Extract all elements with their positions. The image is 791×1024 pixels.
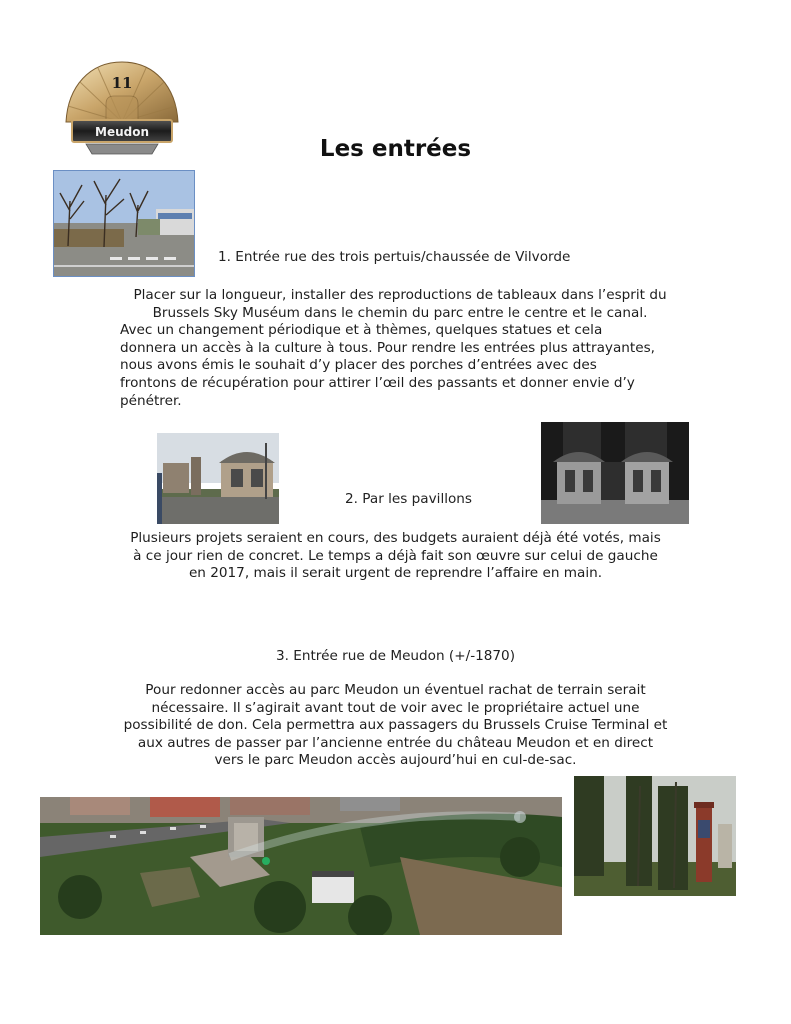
text-line: Plusieurs projets seraient en cours, des budgets auraient déjà été votés, mais — [130, 530, 661, 546]
text-line: donnera un accès à la culture à tous. Pour rendre les entrées plus attrayantes, — [120, 339, 656, 356]
badge-number: 11 — [111, 74, 133, 92]
aerial-view-photo — [40, 797, 562, 935]
section-2-paragraph — [100, 530, 691, 583]
page-title: Les entrées — [319, 136, 472, 162]
text-line: en 2017, mais il serait urgent de reprendre l’affaire en main. — [188, 565, 603, 582]
pavilions-historic-photo — [541, 422, 689, 524]
pavilion-color-photo — [157, 433, 279, 524]
badge-label: Meudon — [95, 125, 149, 139]
text-line: à ce jour rien de concret. Le temps a déjà fait son œuvre sur celui de gauche — [133, 547, 658, 564]
text-line: aux autres de passer par l’ancienne entrée du château Meudon et en direct — [137, 734, 654, 751]
text-line: Pour redonner accès au parc Meudon un éventuel rachat de terrain serait — [145, 682, 646, 698]
text-line: vers le parc Meudon accès aujourd’hui en cul-de-sac. — [214, 752, 577, 769]
section-1-paragraph — [120, 287, 680, 410]
text-line: Placer sur la longueur, installer des reproductions de tableaux dans l’esprit du — [133, 287, 667, 303]
text-line: Avec un changement périodique et à thèmes, quelques statues et cela — [120, 322, 603, 339]
section-2-heading: 2. Par les pavillons — [345, 491, 473, 507]
text-line: Brussels Sky Muséum dans le chemin du parc entre le centre et le canal. — [152, 304, 648, 321]
entrance-street-photo — [53, 170, 195, 277]
text-line: pénétrer. — [120, 392, 182, 409]
section-3-paragraph — [100, 682, 691, 770]
text-line: nécessaire. Il s’agirait avant tout de voir avec le propriétaire actuel une — [151, 699, 640, 716]
text-line: nous avons émis le souhait d’y placer des porches d’entrées avec des — [120, 357, 597, 374]
old-gate-photo — [574, 776, 736, 896]
text-line: frontons de récupération pour attirer l’œil des passants et donner envie d’y — [120, 374, 635, 391]
section-3-heading: 3. Entrée rue de Meudon (+/-1870) — [275, 648, 516, 664]
text-line: possibilité de don. Cela permettra aux passagers du Brussels Cruise Terminal et — [123, 717, 668, 734]
section-1-heading: 1. Entrée rue des trois pertuis/chaussée de Vilvorde — [218, 249, 571, 265]
